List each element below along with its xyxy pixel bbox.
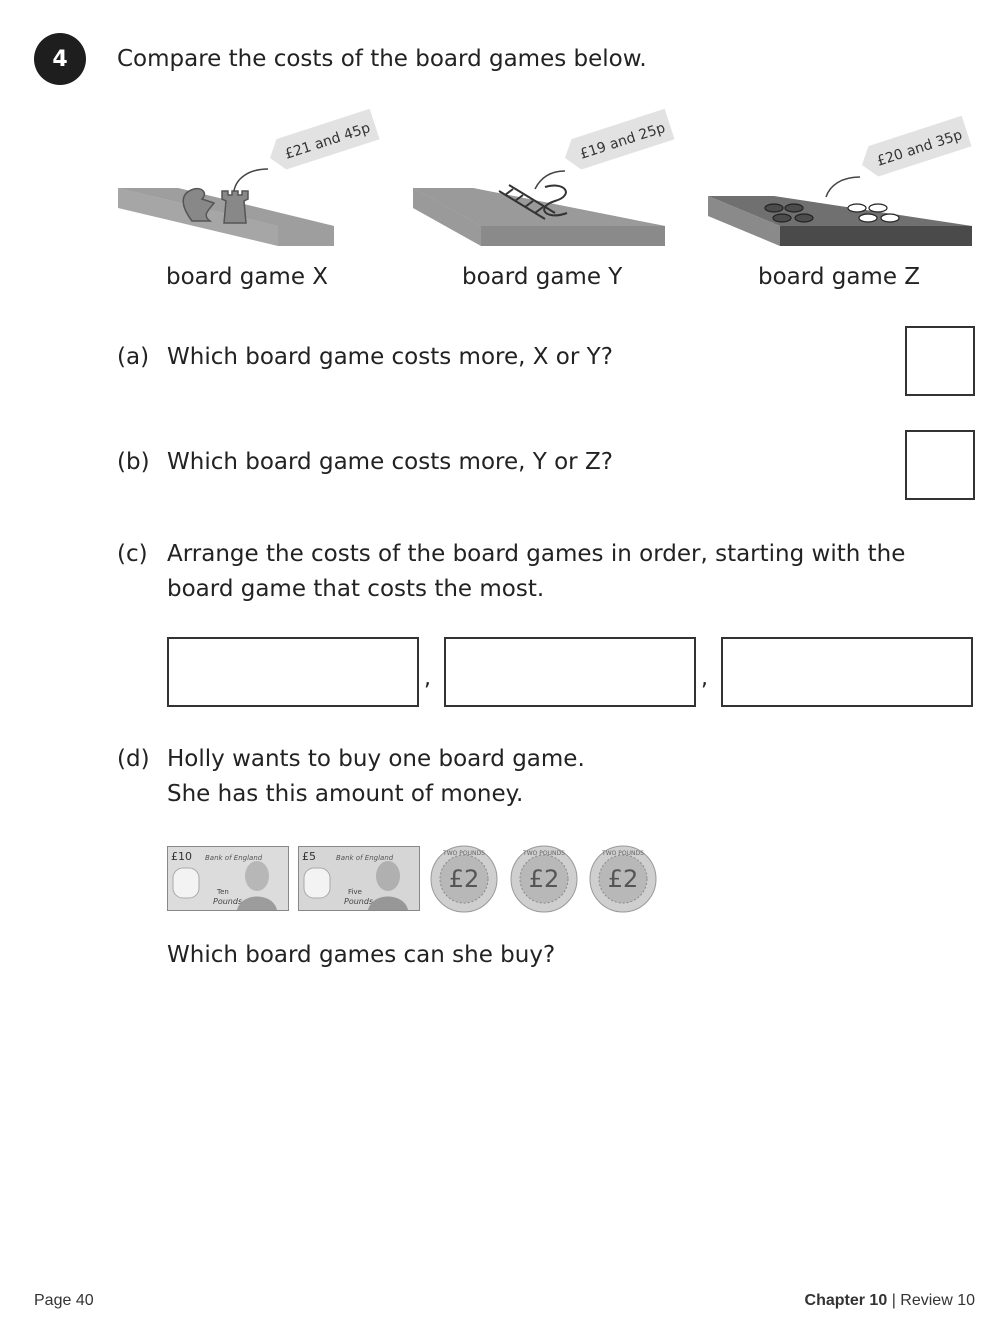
question-number-badge: 4 [34,33,86,85]
answer-box-a[interactable] [905,326,975,396]
part-d-line1: Holly wants to buy one board game. [167,746,585,772]
question-intro: Compare the costs of the board games below. [117,46,647,72]
portrait-icon [376,861,400,891]
price-tag [265,109,380,173]
ten-pound-note-image [167,846,289,911]
part-c-question-line2: board game that costs the most. [167,576,545,602]
page-number: Page 40 [34,1292,94,1309]
svg-text:Pounds: Pounds [213,897,243,906]
order-answer-box-2[interactable] [444,637,696,707]
portrait-icon [245,861,269,891]
order-answer-box-3[interactable] [721,637,973,707]
svg-text:£2: £2 [607,865,639,893]
part-b-marker: (b) [117,449,150,475]
review-label: Review 10 [900,1292,975,1309]
tag-string [826,177,860,197]
price-tag-text: £20 and 35p [875,127,965,170]
chapter-footer [805,1292,975,1310]
board-front-side [481,226,665,246]
price-tag [857,116,972,180]
two-pound-coin-image [589,845,657,913]
footer-divider: | [891,1292,896,1309]
svg-text:£10: £10 [171,850,192,863]
part-d-line2: She has this amount of money. [167,781,524,807]
order-separator: , [424,666,431,691]
price-tag-text: £19 and 25p [578,120,668,163]
svg-text:TWO POUNDS: TWO POUNDS [602,850,644,857]
svg-text:Bank of England: Bank of England [205,854,263,862]
svg-text:Pounds: Pounds [344,897,374,906]
svg-text:£2: £2 [448,865,480,893]
part-c-question-line1: Arrange the costs of the board games in order, starting with the [167,541,906,567]
svg-text:TWO POUNDS: TWO POUNDS [523,850,565,857]
price-tag [560,109,675,173]
board-game-x-image [110,95,390,255]
board-game-z-image [702,95,992,255]
part-c-marker: (c) [117,541,148,567]
order-answer-box-1[interactable] [167,637,419,707]
price-tag-text: £21 and 45p [283,120,373,163]
two-pound-coin-image [510,845,578,913]
part-a-marker: (a) [117,344,150,370]
chapter-label: Chapter 10 [804,1292,888,1309]
order-separator: , [701,666,708,691]
five-pound-note-image [298,846,420,911]
answer-box-b[interactable] [905,430,975,500]
part-d-marker: (d) [117,746,150,772]
part-a-question: Which board game costs more, X or Y? [167,344,613,370]
svg-text:Bank of England: Bank of England [336,854,394,862]
part-b-question: Which board game costs more, Y or Z? [167,449,613,475]
two-pound-coin-image [430,845,498,913]
board-game-y-image [405,95,685,255]
svg-text:Ten: Ten [217,888,229,896]
svg-text:TWO POUNDS: TWO POUNDS [443,850,485,857]
board-game-z-label: board game Z [758,264,921,290]
board-game-y-label: board game Y [462,264,623,290]
board-front-side [780,226,972,246]
tag-string [234,169,268,191]
svg-text:Five: Five [348,888,362,896]
board-game-x-label: board game X [166,264,329,290]
rook-piece-icon [222,191,248,223]
part-d-question: Which board games can she buy? [167,942,556,968]
svg-text:£5: £5 [302,850,316,863]
svg-text:£2: £2 [528,865,560,893]
